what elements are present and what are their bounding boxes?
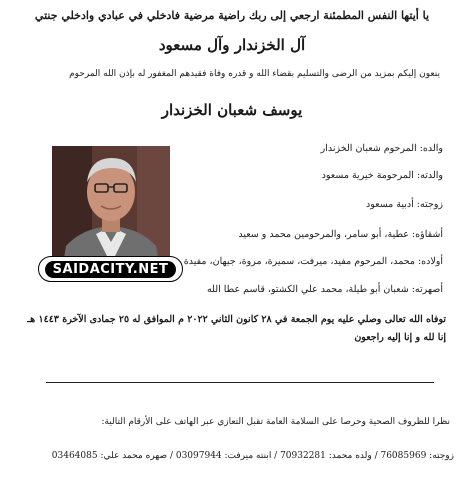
in-laws-line: أصهرته: شعبان أبو طيلة، محمد علي الكشتو، قاسم عطا الله xyxy=(206,284,443,295)
contact-numbers: زوجته: 76085969 / ولده محمد: 70932281 / ابنته ميرفت: 03097944 / صهره محمد علي: 03464085 xyxy=(51,451,454,461)
children-line: أولاده: محمد، المرحوم مفيد، ميرفت، سميرة، مروة، جيهان، مفيدة xyxy=(183,256,443,267)
family-title: آل الخزندار وآل مسعود xyxy=(158,36,306,54)
wife-line: زوجته: أدبية مسعود xyxy=(365,199,443,210)
condolence-notice: نظرا للظروف الصحية وحرصا على السلامة العامة تقبل التعازي عبر الهاتف على الأرقام التالية: xyxy=(101,417,450,427)
deceased-name: يوسف شعبان الخزندار xyxy=(161,101,303,119)
father-line: والده: المرحوم شعبان الخزندار xyxy=(320,143,443,154)
site-watermark-logo xyxy=(38,256,183,282)
announcement-intro: ينعون إليكم بمزيد من الرضى والتسليم بقضاء الله و قدره وفاة فقيدهم المغفور له بإذن الله المرحوم xyxy=(69,69,440,79)
closing-phrase: إنا لله و إنا إليه راجعون xyxy=(354,332,446,343)
mother-line: والدته: المرحومة خيرية مسعود xyxy=(321,170,443,181)
watermark-text: SAIDACITY.NET xyxy=(45,261,177,278)
divider-line xyxy=(46,382,434,383)
death-notice: توفاه الله تعالى وصلي عليه يوم الجمعة في ٢٨ كانون الثاني ٢٠٢٢ م الموافق له ٢٥ جمادى الآخرة ١٤٤٣ هـ xyxy=(27,314,446,325)
siblings-line: أشقاؤه: عطية، أبو سامر، والمرحومين محمد و سعيد xyxy=(238,229,443,240)
quran-verse: يا أيتها النفس المطمئنة ارجعي إلى ربك راضية مرضية فادخلي في عبادي وادخلي جنتي xyxy=(34,9,430,22)
